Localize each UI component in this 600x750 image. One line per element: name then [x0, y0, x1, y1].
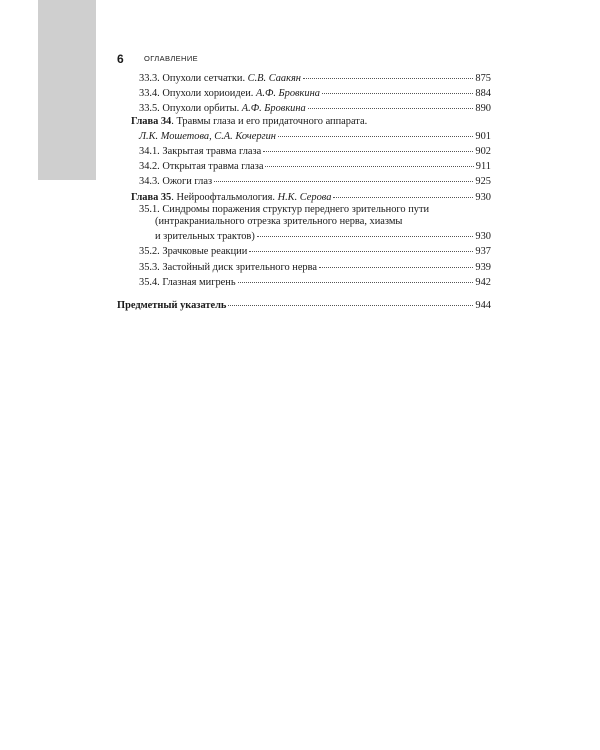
page-number: 6 — [117, 52, 124, 66]
dot-leader — [319, 257, 473, 268]
dot-leader — [308, 98, 474, 109]
toc-page: 890 — [475, 103, 491, 115]
dot-leader — [238, 272, 474, 283]
toc-entry-33-4[interactable]: 33.4. Опухоли хориоидеи. А.Ф. Бровкина 884 — [117, 85, 491, 100]
dot-leader — [249, 241, 473, 252]
toc-page: 901 — [475, 130, 491, 142]
toc-subject-index[interactable]: Предметный указатель 944 — [117, 297, 491, 312]
toc-entry-33-3[interactable]: 33.3. Опухоли сетчатки. С.В. Саакян 875 — [117, 70, 491, 85]
dot-leader — [303, 68, 473, 79]
chapter-label: Глава 35 — [131, 191, 172, 203]
toc-author: С.В. Саакян — [247, 73, 301, 84]
toc-page: 942 — [475, 276, 491, 288]
toc-page: 884 — [475, 88, 491, 100]
toc-page: 930 — [475, 191, 491, 203]
toc-author: А.Ф. Бровкина — [256, 88, 320, 100]
toc-author: Н.К. Серова — [277, 191, 332, 203]
toc-page: 930 — [475, 231, 491, 243]
toc-entry-35-1-line2: (интракраниального отрезка зрительного нерва, хиазмы — [155, 216, 403, 228]
dot-leader — [263, 141, 473, 152]
toc-page: 925 — [475, 176, 491, 188]
toc-author: Л.К. Мошетова, С.А. Кочергин — [139, 130, 276, 142]
dot-leader — [278, 126, 473, 137]
toc-page: 911 — [475, 161, 491, 173]
toc-chapter-34-title[interactable]: Глава 34. Травмы глаза и его придаточного аппарата. — [131, 115, 368, 127]
dot-leader — [257, 226, 474, 237]
running-title: ОГЛАВЛЕНИЕ — [144, 54, 199, 63]
toc-entry-35-2[interactable]: 35.2. Зрачковые реакции 937 — [117, 243, 491, 258]
toc-page: 939 — [475, 261, 491, 273]
dot-leader — [265, 156, 473, 167]
dot-leader — [228, 295, 473, 306]
dot-leader — [333, 187, 473, 198]
toc-author: А.Ф. Бровкина — [241, 103, 306, 115]
chapter-label: Глава 34 — [131, 115, 172, 127]
dot-leader — [322, 83, 473, 94]
side-thumb-tab — [38, 0, 96, 180]
toc-entry-35-1-line1[interactable]: 35.1. Синдромы поражения структур переднего зрительного пути — [139, 203, 430, 215]
toc-entry-35-1-line3[interactable]: и зрительных трактов) 930 — [117, 228, 491, 243]
toc-entry-35-4[interactable]: 35.4. Глазная мигрень 942 — [117, 274, 491, 289]
toc-entry-34-3[interactable]: 34.3. Ожоги глаз 925 — [117, 173, 491, 188]
table-of-contents — [117, 70, 491, 312]
dot-leader — [214, 171, 473, 182]
toc-page: 944 — [475, 300, 491, 312]
toc-entry-34-2[interactable]: 34.2. Открытая травма глаза 911 — [117, 158, 491, 173]
toc-entry-35-3[interactable]: 35.3. Застойный диск зрительного нерва 939 — [117, 259, 491, 274]
toc-entry-34-1[interactable]: 34.1. Закрытая травма глаза 902 — [117, 143, 491, 158]
toc-page: 875 — [475, 73, 491, 84]
toc-page: 902 — [475, 146, 491, 158]
toc-chapter-35[interactable]: Глава 35. Нейроофтальмология. Н.К. Серова 930 — [117, 189, 491, 204]
toc-page: 937 — [475, 246, 491, 258]
toc-entry-33-5[interactable]: 33.5. Опухоли орбиты. А.Ф. Бровкина 890 — [117, 100, 491, 115]
